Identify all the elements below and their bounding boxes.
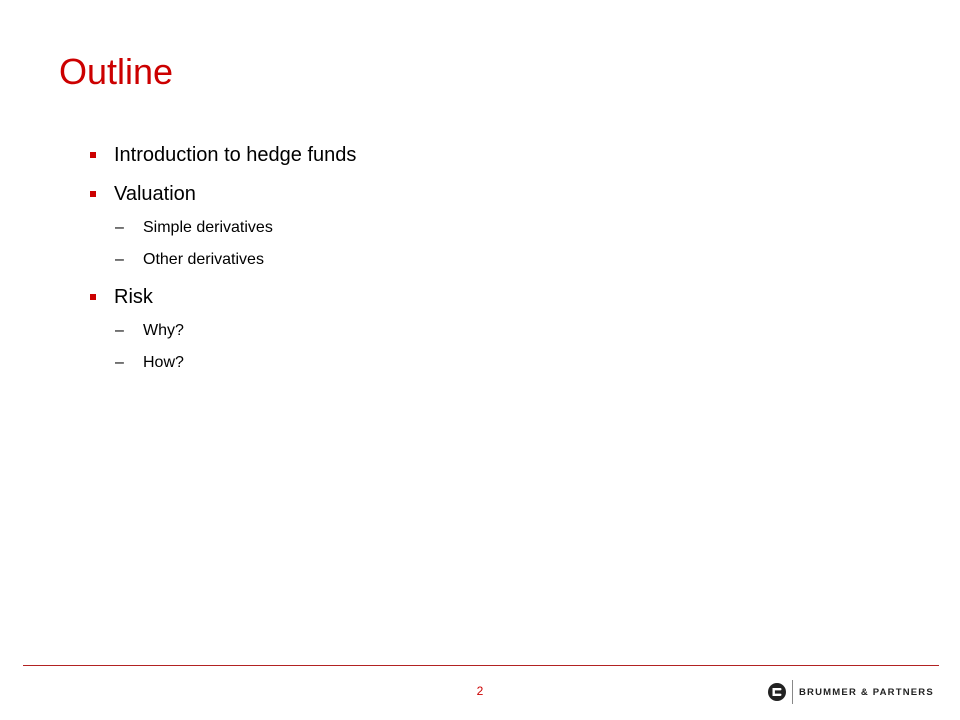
- dash-bullet: –: [115, 219, 124, 236]
- outline-item-label: Risk: [114, 285, 153, 308]
- outline-item-label: Valuation: [114, 182, 196, 205]
- outline-subitem-label: Other derivatives: [143, 251, 264, 268]
- risk-sub-list: [115, 315, 788, 379]
- footer-divider: [23, 665, 939, 666]
- square-bullet-icon: [90, 294, 96, 300]
- brummer-b-icon: [768, 683, 786, 701]
- outline-subitem-label: Simple derivatives: [143, 219, 273, 236]
- logo-text: BRUMMER & PARTNERS: [799, 686, 934, 698]
- outline-subitem: [115, 244, 788, 276]
- square-bullet-icon: [90, 152, 96, 158]
- page-number: 2: [476, 684, 484, 698]
- outline-subitem: [115, 212, 788, 244]
- slide-title: Outline: [59, 51, 174, 92]
- outline-list: [88, 140, 788, 379]
- outline-item-label: Introduction to hedge funds: [114, 143, 357, 166]
- outline-subitem: [115, 347, 788, 379]
- valuation-sub-list: [115, 212, 788, 276]
- outline-subitem-label: Why?: [143, 322, 184, 339]
- outline-item-risk: [88, 282, 788, 379]
- square-bullet-icon: [90, 191, 96, 197]
- dash-bullet: –: [115, 322, 124, 339]
- logo-divider: [792, 680, 793, 704]
- outline-item-introduction: [88, 140, 788, 170]
- dash-bullet: –: [115, 251, 124, 268]
- outline-subitem-label: How?: [143, 354, 184, 371]
- outline-subitem: [115, 315, 788, 347]
- dash-bullet: –: [115, 354, 124, 371]
- outline-item-valuation: [88, 179, 788, 276]
- brummer-partners-logo: [768, 679, 934, 705]
